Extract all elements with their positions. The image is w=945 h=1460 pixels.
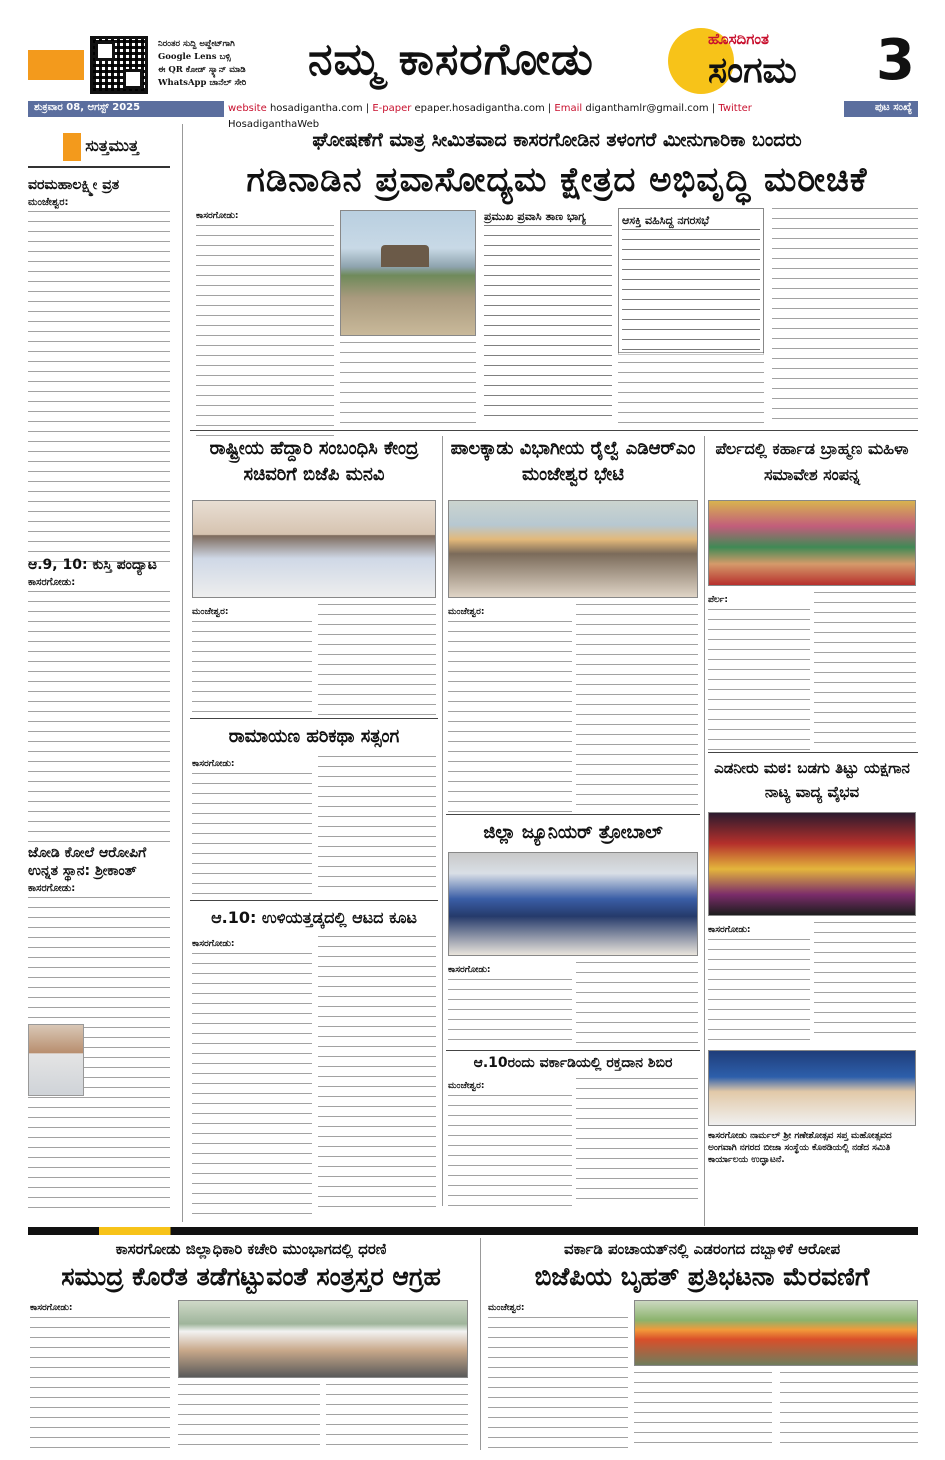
section-title: [28, 124, 170, 168]
top-story-col-2: [340, 342, 476, 424]
rail-photo: [448, 500, 698, 598]
story-body: [618, 352, 764, 424]
page-label: ಪುಟ ಸಂಖ್ಯೆ: [875, 102, 912, 113]
hut-shape: [381, 245, 429, 267]
supplement-name: ಸಂಗಮ: [708, 50, 797, 91]
column-divider: [442, 436, 443, 1206]
section-divider: [190, 430, 918, 431]
ulliyattadka-col-2: [318, 936, 436, 1210]
throwball-photo: [448, 852, 698, 956]
bottom-left-col-1: [30, 1300, 170, 1455]
ramayana-col-2: [318, 756, 436, 894]
throwball-col-2: [576, 962, 698, 1044]
yakshagana-col-2: [814, 922, 916, 1038]
story-body: [196, 225, 334, 440]
story-dateline: ಮಂಜೇಶ್ವರ:: [488, 1303, 525, 1313]
blood-col-1: [448, 1078, 572, 1211]
story-wrestling: [28, 556, 170, 843]
bottom-right-col-2: [634, 1372, 772, 1448]
story-dateline: ಕಾಸರಗೋಡು:: [28, 577, 76, 588]
twitter-link[interactable]: HosadiganthaWeb: [228, 119, 320, 130]
qr-code-icon[interactable]: [90, 36, 148, 94]
throwball-col-1: [448, 962, 572, 1049]
website-link[interactable]: hosadigantha.com: [269, 103, 363, 114]
hedari-photo: [192, 500, 436, 598]
rail-col-1: [448, 604, 572, 819]
column-divider: [704, 436, 705, 1226]
story-body: [192, 621, 312, 721]
story-body: [192, 773, 312, 899]
story-dateline: ಮಂಜೇಶ್ವರ:: [192, 607, 229, 617]
brahmana-headline: ಪೆರ್ಲದಲ್ಲಿ ಕರ್ಹಾಡ ಬ್ರಾಹ್ಮಣ ಮಹಿಳಾ ಸಮಾವೇಶ ಸಂಪನ್ನ: [715, 439, 909, 484]
hedari-col-2: [318, 604, 436, 716]
bottom-left-headline: ಸಮುದ್ರ ಕೊರೆತ ತಡೆಗಟ್ಟುವಂತೆ ಸಂತ್ರಸ್ತರ ಆಗ್ರಹ: [61, 1262, 441, 1291]
story-body: [318, 756, 436, 894]
story-body: [30, 1317, 170, 1455]
column-divider: [480, 1238, 481, 1450]
section-divider: [446, 1050, 700, 1051]
date-bar: [28, 101, 918, 130]
story-body: [488, 1317, 628, 1455]
story-body: [576, 1078, 698, 1206]
story-varamahalakshmi: [28, 176, 170, 569]
harbour-photo: [340, 210, 476, 336]
protest-march-photo: [634, 1300, 918, 1366]
qr-line-4: WhatsApp ಚಾನೆಲ್ ಸೇರಿ: [158, 78, 247, 88]
blood-col-2: [576, 1078, 698, 1206]
story-body: [340, 342, 476, 424]
epaper-label: E-paper: [372, 103, 412, 114]
section-title-text: ಸುತ್ತಮುತ್ತ: [85, 136, 139, 155]
story-body: [192, 953, 312, 1215]
story-body: [28, 591, 170, 843]
story-dateline: ಮಂಜೇಶ್ವರ:: [448, 1081, 485, 1091]
story-body: [484, 225, 612, 425]
story-body: [780, 1372, 918, 1448]
story-dateline: ಕಾಸರಗೋಡು:: [192, 939, 235, 949]
bottom-divider-band: [28, 1227, 918, 1235]
story-dateline: ಕಾಸರಗೋಡು:: [196, 211, 239, 221]
story-body: [576, 604, 698, 812]
yakshagana-photo: [708, 812, 916, 916]
section-divider: [190, 718, 438, 719]
story-dateline: ಮಂಜೇಶ್ವರ:: [448, 607, 485, 617]
story-dateline: ಕಾಸರಗೋಡು:: [448, 965, 491, 975]
story-body: [448, 979, 572, 1049]
website-label: website: [228, 103, 267, 114]
brahmana-photo: [708, 500, 916, 586]
qr-line-3: ಈ QR ಕೋಡ್ ಸ್ಕ್ಯಾನ್ ಮಾಡಿ: [158, 65, 246, 75]
story-headline: ಆ.9, 10: ಕುಸ್ತಿ ಪಂದ್ಯಾಟ: [28, 557, 157, 573]
top-story-col-4: [618, 352, 764, 424]
top-story-col-1: [196, 208, 334, 440]
bottom-right-col-1: [488, 1300, 628, 1455]
bottom-right-kicker: ವರ್ಕಾಡಿ ಪಂಚಾಯತ್‌ನಲ್ಲಿ ಎಡರಂಗದ ದಬ್ಬಾಳಿಕೆ ಆರೋಪ: [563, 1240, 841, 1258]
box-body: [622, 229, 760, 351]
story-dateline: ಕಾಸರಗೋಡು:: [192, 759, 235, 769]
inauguration-photo: [708, 1050, 916, 1126]
story-body: [708, 609, 810, 751]
bottom-right-col-3: [780, 1372, 918, 1448]
hedari-col-1: [192, 604, 312, 721]
rail-col-2: [576, 604, 698, 812]
story-body: [448, 1095, 572, 1211]
masthead-color-block: [28, 50, 84, 80]
story-body: [708, 939, 810, 1043]
email-label: Email: [554, 103, 583, 114]
bottom-left-col-3: [326, 1384, 468, 1448]
story-dateline: ಪೆರ್ಲ:: [708, 595, 728, 605]
yakshagana-headline: ಎಡನೀರು ಮಠ: ಬಡಗು ತಿಟ್ಟು ಯಕ್ಷಗಾನ ನಾಟ್ಯ ವಾದ್ಯ ವೈಭವ: [714, 759, 910, 801]
story-dateline: ಕಾಸರಗೋಡು:: [30, 1303, 73, 1313]
throwball-headline: ಜಿಲ್ಲಾ ಜ್ಯೂನಿಯರ್ ತ್ರೋಬಾಲ್: [483, 822, 663, 843]
qr-line-2: Google Lens ಬಳ್ಸಿ: [158, 52, 231, 62]
ulliyattadka-headline: ಆ.10: ಉಳಿಯತ್ತಡ್ಕದಲ್ಲಿ ಆಟದ ಕೂಟ: [211, 908, 417, 927]
twitter-label: Twitter: [718, 103, 752, 114]
story-body: [772, 208, 918, 424]
ramayana-headline: ರಾಮಾಯಣ ಹರಿಕಥಾ ಸತ್ಸಂಗ: [228, 726, 400, 747]
top-story-col-5: [772, 208, 918, 424]
section-divider: [708, 752, 918, 753]
story-body: [318, 604, 436, 716]
bottom-left-kicker: ಕಾಸರಗೋಡು ಜಿಲ್ಲಾಧಿಕಾರಿ ಕಚೇರಿ ಮುಂಭಾಗದಲ್ಲಿ ಧರಣಿ: [115, 1240, 387, 1258]
section-divider: [446, 814, 700, 815]
brahmana-col-2: [814, 592, 916, 746]
top-story-col-3: [484, 208, 612, 425]
story-body: [814, 922, 916, 1038]
blood-headline: ಆ.10ರಂದು ವರ್ಕಾಡಿಯಲ್ಲಿ ರಕ್ತದಾನ ಶಿಬಿರ: [473, 1055, 673, 1071]
brand-name: ಹೊಸದಿಗಂತ: [708, 30, 769, 48]
ulliyattadka-col-1: [192, 936, 312, 1215]
story-body: [178, 1384, 320, 1448]
story-dateline: ಕಾಸರಗೋಡು:: [708, 925, 751, 935]
top-story-kicker: ಘೋಷಣೆಗೆ ಮಾತ್ರ ಸೀಮಿತವಾದ ಕಾಸರಗೋಡಿನ ತಳಂಗರೆ ಮೀನುಗಾರಿಕಾ ಬಂದರು: [312, 129, 802, 151]
story-srikanth: [28, 844, 170, 1217]
page-number: 3: [876, 28, 915, 93]
story-body: [634, 1372, 772, 1448]
qr-instructions: [158, 38, 298, 90]
issue-date: ಶುಕ್ರವಾರ 08, ಆಗಸ್ಟ್ 2025: [34, 102, 141, 113]
top-story-box: [618, 208, 764, 355]
story-body: [318, 936, 436, 1210]
story-dateline: ಮಂಜೇಶ್ವರ:: [28, 197, 69, 208]
story-body: [28, 211, 170, 569]
story-subhead: ಪ್ರಮುಖ ಪ್ರವಾಸಿ ತಾಣ ಭಾಗ್ಯ: [484, 210, 586, 223]
story-body: [576, 962, 698, 1044]
portrait-photo: [28, 1024, 84, 1096]
story-headline: ವರಮಹಾಲಕ್ಷ್ಮೀ ವ್ರತ: [28, 177, 120, 193]
top-story-headline: ಗಡಿನಾಡಿನ ಪ್ರವಾಸೋದ್ಯಮ ಕ್ಷೇತ್ರದ ಅಭಿವೃದ್ಧಿ ಮರೀಚಿಕೆ: [246, 160, 868, 200]
brahmana-col-1: [708, 592, 810, 751]
page-title: ನಮ್ಮ ಕಾಸರಗೋಡು: [308, 34, 594, 85]
section-divider: [190, 900, 438, 901]
column-divider: [182, 124, 183, 1222]
qr-line-1: ನಿರಂತರ ಸುದ್ದಿ ಅಪ್ಡೇಟ್‌ಗಾಗಿ: [158, 39, 235, 49]
yakshagana-col-1: [708, 922, 810, 1043]
story-headline: ಜೋಡಿ ಕೋಲೆ ಆರೋಪಿಗೆ ಉನ್ನತ ಸ್ಥಾನ: ಶ್ರೀಕಾಂತ್: [28, 845, 147, 879]
protest-photo: [178, 1300, 468, 1378]
story-body: [814, 592, 916, 746]
box-title: ಆಸಕ್ತಿ ವಹಿಸಿದ್ದ ನಗರಸಭೆ: [622, 214, 710, 227]
story-dateline: ಕಾಸರಗೋಡು:: [28, 883, 76, 894]
story-body: [326, 1384, 468, 1448]
inauguration-caption: ಕಾಸರಗೋಡು ನಾರ್ಮಲ್ ಶ್ರೀ ಗಣೇಶೋತ್ಸವ ಸಪ್ತ ಮಹೋತ್ಸವದ ಅಂಗವಾಗಿ ನಗರದ ಬೀಜಾ ಸಂಸ್ಥೆಯ ಕೊಠಡಿಯಲ್ಲಿ ನಡೆದ ಸಮಿತಿ ಕಾರ್ಯಾಲಯ ಉದ್ಘಾಟನೆ.: [708, 1131, 892, 1165]
epaper-link[interactable]: epaper.hosadigantha.com: [414, 103, 545, 114]
contact-links: website hosadigantha.com | E-paper epaper.hosadigantha.com | Email diganthamlr@gmail.com | Twitter HosadiganthaWeb: [224, 101, 844, 117]
masthead: [28, 28, 918, 98]
book-icon: [63, 133, 81, 161]
bottom-right-headline: ಬಿಜೆಪಿಯ ಬೃಹತ್ ಪ್ರತಿಭಟನಾ ಮೆರವಣಿಗೆ: [534, 1262, 870, 1291]
hedari-headline: ರಾಷ್ಟ್ರೀಯ ಹೆದ್ದಾರಿ ಸಂಬಂಧಿಸಿ ಕೇಂದ್ರ ಸಚಿವರಿಗೆ ಬಿಜೆಪಿ ಮನವಿ: [209, 438, 419, 485]
ramayana-col-1: [192, 756, 312, 899]
rail-headline: ಪಾಲಕ್ಕಾಡು ವಿಭಾಗೀಯ ರೈಲ್ವೆ ಎಡಿಆರ್‌ಎಂ ಮಂಜೇಶ್ವರ ಭೇಟಿ: [450, 438, 696, 485]
email-link[interactable]: diganthamlr@gmail.com: [585, 103, 709, 114]
left-column: [28, 124, 170, 1222]
story-body: [448, 621, 572, 819]
bottom-left-col-2: [178, 1384, 320, 1448]
